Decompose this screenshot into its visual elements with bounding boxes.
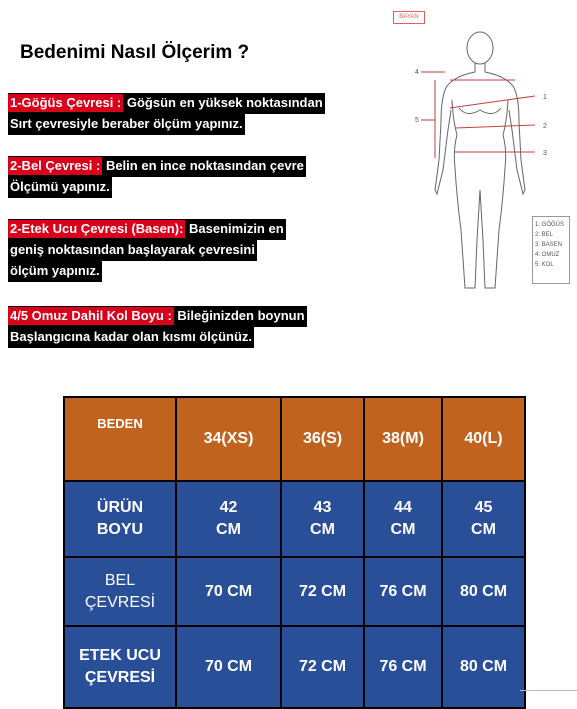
figure-legend xyxy=(532,216,570,284)
marker-2: 2 xyxy=(543,123,547,130)
table-header-cell: BEDEN xyxy=(64,397,176,481)
instruction-text: Belin en ince noktasından çevre xyxy=(102,158,304,173)
instruction-label: 1-Göğüs Çevresi : xyxy=(10,95,122,110)
marker-4: 4 xyxy=(415,69,419,76)
table-header-cell: 40(L) xyxy=(442,397,525,481)
legend-item: 5: KOL xyxy=(535,262,554,268)
page-title: Bedenimi Nasıl Ölçerim ? xyxy=(20,42,250,63)
table-header-row xyxy=(64,397,525,481)
table-header-cell: 38(M) xyxy=(364,397,442,481)
marker-3: 3 xyxy=(543,150,547,157)
instruction-label: 2-Etek Ucu Çevresi (Basen): xyxy=(10,221,184,236)
instruction-text: geniş noktasından başlayarak çevresini xyxy=(8,240,257,261)
table-row xyxy=(64,557,525,626)
table-cell: 70 CM xyxy=(176,557,281,626)
instruction-text: ölçüm yapınız. xyxy=(8,261,102,282)
instruction-text: Basenimizin en xyxy=(185,221,284,236)
table-cell: 43 CM xyxy=(281,481,364,557)
table-cell: 80 CM xyxy=(442,557,525,626)
table-cell: 72 CM xyxy=(281,557,364,626)
instruction-text: Ölçümü yapınız. xyxy=(8,177,112,198)
marker-1: 1 xyxy=(543,94,547,101)
instruction-text: Göğsün en yüksek noktasından xyxy=(123,95,323,110)
instruction-label: 4/5 Omuz Dahil Kol Boyu : xyxy=(10,308,172,323)
legend-item: 4: OMUZ xyxy=(535,252,560,258)
table-cell: 80 CM xyxy=(442,626,525,708)
instruction-text: Başlangıcına kadar olan kısmı ölçünüz. xyxy=(8,327,254,348)
row-label: ÜRÜN BOYU xyxy=(64,481,176,557)
table-cell: 70 CM xyxy=(176,626,281,708)
instruction-bust xyxy=(8,93,325,135)
instruction-hip xyxy=(8,219,286,282)
measure-lines xyxy=(421,72,535,158)
row-label: ETEK UCU ÇEVRESİ xyxy=(64,626,176,708)
size-table xyxy=(63,396,526,709)
table-header-cell: 36(S) xyxy=(281,397,364,481)
legend-item: 1: GÖĞÜS xyxy=(535,222,565,228)
instruction-label: 2-Bel Çevresi : xyxy=(10,158,101,173)
table-cell: 44 CM xyxy=(364,481,442,557)
table-cell: 72 CM xyxy=(281,626,364,708)
instruction-waist xyxy=(8,156,306,198)
bayan-badge: BAYAN xyxy=(393,11,425,24)
row-label: BEL ÇEVRESİ xyxy=(64,557,176,626)
table-cell: 42 CM xyxy=(176,481,281,557)
legend-item: 3: BASEN xyxy=(535,242,563,248)
marker-5: 5 xyxy=(415,117,419,124)
table-cell: 76 CM xyxy=(364,626,442,708)
table-row xyxy=(64,481,525,557)
instruction-sleeve xyxy=(8,306,307,348)
instruction-text: Sırt çevresiyle beraber ölçüm yapınız. xyxy=(8,114,245,135)
table-cell: 76 CM xyxy=(364,557,442,626)
table-cell: 45 CM xyxy=(442,481,525,557)
body-outline xyxy=(435,32,525,288)
instruction-text: Bileğinizden boynun xyxy=(173,308,305,323)
legend-item: 2: BEL xyxy=(535,232,554,238)
table-header-cell: 34(XS) xyxy=(176,397,281,481)
